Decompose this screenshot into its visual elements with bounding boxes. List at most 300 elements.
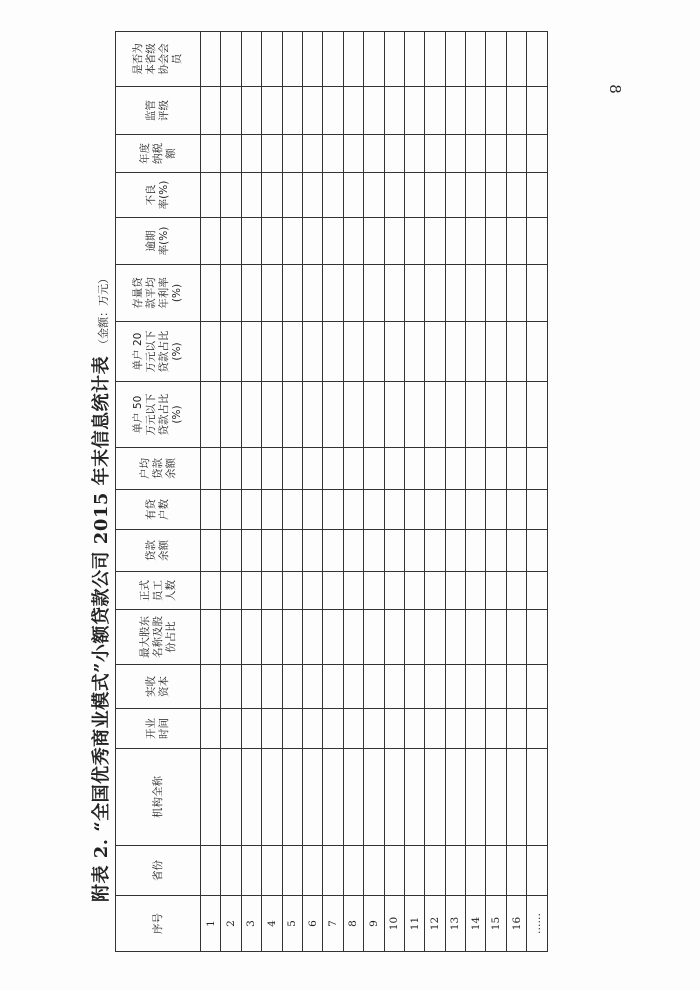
table-cell [241,173,261,218]
table-cell [445,218,465,265]
column-header [116,749,201,846]
row-number-cell: 5 [282,896,302,952]
column-header [116,572,201,610]
table-cell [262,322,282,382]
table-cell [262,709,282,749]
column-header-label: 逾期 率(%) [145,226,170,256]
table-cell [486,173,506,218]
table-cell [506,572,526,610]
table-cell [323,572,343,610]
table-cell [425,322,445,382]
table-cell [221,87,241,135]
table-row [201,32,221,952]
table-cell [201,382,221,448]
table-cell [343,530,363,572]
table-row [282,32,302,952]
table-cell [241,572,261,610]
table-cell [201,665,221,709]
table-cell [323,846,343,896]
table-cell [323,32,343,87]
table-cell [262,846,282,896]
column-header [116,530,201,572]
table-cell [527,490,547,530]
table-cell [506,530,526,572]
table-cell [506,749,526,846]
table-cell [221,665,241,709]
table-cell [323,709,343,749]
table-cell [364,218,384,265]
statistics-table [115,31,548,952]
table-cell [486,846,506,896]
table-cell [262,173,282,218]
column-header [116,610,201,665]
table-cell [343,135,363,173]
table-cell [343,382,363,448]
table-cell [404,382,424,448]
table-cell [384,749,404,846]
table-cell [282,265,302,322]
table-cell [262,490,282,530]
table-cell [221,610,241,665]
table-cell [241,530,261,572]
table-cell [221,490,241,530]
table-cell [404,173,424,218]
table-cell [201,610,221,665]
table-cell [302,610,322,665]
table-cell [302,87,322,135]
table-cell [221,322,241,382]
row-number-cell: 10 [384,896,404,952]
table-cell [262,87,282,135]
table-cell [302,749,322,846]
table-cell [445,87,465,135]
table-cell [221,448,241,490]
table-cell [425,173,445,218]
row-number-cell: 9 [364,896,384,952]
column-header [116,846,201,896]
table-cell [527,322,547,382]
table-cell [343,32,363,87]
table-cell [282,87,302,135]
table-cell [404,846,424,896]
title-row [87,102,113,902]
table-cell [384,265,404,322]
table-cell [384,530,404,572]
table-cell [486,610,506,665]
table-cell [221,32,241,87]
table-cell [466,846,486,896]
table-row [425,32,445,952]
table-cell [506,265,526,322]
column-header-label: 单户 20 万元以下 贷款占比 (%) [132,330,183,373]
table-cell [404,530,424,572]
table-cell [466,490,486,530]
table-cell [486,490,506,530]
column-header [116,665,201,709]
table-cell [221,572,241,610]
table-cell [323,382,343,448]
table-cell [364,135,384,173]
table-row [221,32,241,952]
table-cell [343,448,363,490]
table-cell [201,322,221,382]
table-cell [343,572,363,610]
row-number-cell: 13 [445,896,465,952]
row-number-cell: 4 [262,896,282,952]
column-header [116,896,201,952]
table-cell [302,135,322,173]
row-number-cell: 3 [241,896,261,952]
table-cell [425,87,445,135]
table-cell [364,665,384,709]
table-cell [466,749,486,846]
table-cell [282,448,302,490]
table-cell [527,665,547,709]
table-cell [364,709,384,749]
column-header [116,265,201,322]
table-cell [445,265,465,322]
table-cell [241,709,261,749]
table-cell [201,709,221,749]
table-cell [343,265,363,322]
table-cell [384,173,404,218]
table-cell [364,530,384,572]
table-cell [282,490,302,530]
table-cell [486,218,506,265]
table-cell [404,448,424,490]
table-row [241,32,261,952]
table-cell [466,32,486,87]
table-cell [404,265,424,322]
table-cell [486,709,506,749]
table-cell [262,530,282,572]
table-cell [262,32,282,87]
table-cell [302,265,322,322]
row-number-cell: 2 [221,896,241,952]
column-header-label: 机构全称 [151,776,164,818]
table-cell [343,173,363,218]
column-header [116,135,201,173]
table-cell [466,709,486,749]
table-cell [241,749,261,846]
header-row [116,32,201,952]
table-cell [527,530,547,572]
table-cell [364,490,384,530]
table-cell [282,322,302,382]
table-cell [506,218,526,265]
table-cell [364,610,384,665]
table-cell [364,32,384,87]
table-row [486,32,506,952]
table-cell [343,490,363,530]
table-cell [364,382,384,448]
table-cell [506,846,526,896]
table-cell [282,173,302,218]
table-cell [506,610,526,665]
table-cell [323,87,343,135]
column-header [116,709,201,749]
table-cell [262,448,282,490]
table-row [445,32,465,952]
table-cell [425,265,445,322]
table-cell [241,265,261,322]
column-header [116,490,201,530]
table-cell [445,572,465,610]
table-cell [486,448,506,490]
unit-note: （金额：万元） [97,272,110,350]
table-cell [364,572,384,610]
table-cell [425,218,445,265]
table-cell [506,382,526,448]
table-cell [445,173,465,218]
column-header [116,32,201,87]
table-cell [384,572,404,610]
table-cell [404,218,424,265]
column-header-label: 省份 [151,860,164,881]
column-header [116,382,201,448]
row-number-cell: 1 [201,896,221,952]
table-cell [282,749,302,846]
table-cell [262,382,282,448]
table-cell [384,322,404,382]
table-cell [221,265,241,322]
table-cell [527,135,547,173]
table-cell [262,610,282,665]
table-cell [486,382,506,448]
table-cell [506,32,526,87]
table-cell [404,610,424,665]
table-cell [302,530,322,572]
table-cell [282,709,302,749]
table-cell [486,265,506,322]
table-cell [527,265,547,322]
table-cell [343,218,363,265]
table-cell [221,135,241,173]
table-cell [404,572,424,610]
table-cell [425,490,445,530]
table-cell [323,218,343,265]
column-header-label: 实收 资本 [145,676,170,697]
table-cell [425,749,445,846]
table-cell [404,665,424,709]
table-cell [466,665,486,709]
table-cell [323,665,343,709]
table-cell [323,135,343,173]
table-cell [302,572,322,610]
column-header-label: 开业 时间 [145,718,170,739]
table-cell [445,32,465,87]
table-cell [302,173,322,218]
table-cell [466,265,486,322]
table-cell [384,382,404,448]
table-cell [364,322,384,382]
table-cell [201,173,221,218]
column-header-label: 序号 [151,913,164,934]
table-cell [364,448,384,490]
table-cell [201,265,221,322]
row-number-cell: 16 [506,896,526,952]
column-header [116,173,201,218]
table-cell [364,87,384,135]
table-cell [404,32,424,87]
table-cell [343,846,363,896]
table-cell [384,87,404,135]
table-row [343,32,363,952]
column-header-label: 单户 50 万元以下 贷款占比 (%) [132,393,183,436]
table-cell [527,749,547,846]
table-cell [527,87,547,135]
table-cell [201,32,221,87]
table-cell [201,490,221,530]
table-cell [262,665,282,709]
table-row [364,32,384,952]
table-cell [302,490,322,530]
column-header-label: 监管 评级 [145,100,170,121]
table-cell [323,448,343,490]
table-cell [445,135,465,173]
table-cell [241,218,261,265]
table-cell [343,749,363,846]
table-cell [221,173,241,218]
table-row [506,32,526,952]
table-cell [527,448,547,490]
column-header [116,322,201,382]
table-cell [404,135,424,173]
table-cell [323,490,343,530]
table-cell [527,382,547,448]
table-cell [241,322,261,382]
table-cell [282,665,302,709]
table-cell [466,530,486,572]
table-cell [364,846,384,896]
table-cell [384,709,404,749]
column-header [116,448,201,490]
table-cell [241,135,261,173]
row-number-cell: 11 [404,896,424,952]
table-cell [323,530,343,572]
table-cell [302,322,322,382]
table-cell [282,530,302,572]
table-cell [466,218,486,265]
table-cell [486,749,506,846]
table-cell [221,530,241,572]
table-cell [221,218,241,265]
table-cell [241,382,261,448]
table-cell [506,448,526,490]
table-row [262,32,282,952]
table-cell [486,87,506,135]
row-number-cell: 7 [323,896,343,952]
table-cell [384,610,404,665]
table-cell [445,665,465,709]
table-cell [506,87,526,135]
table-cell [201,448,221,490]
table-cell [445,322,465,382]
table-cell [506,173,526,218]
table-cell [425,665,445,709]
table-cell [241,846,261,896]
table-title: 附表 2. “全国优秀商业模式”小额贷款公司 2015 年末信息统计表 [91,355,112,902]
table-cell [486,135,506,173]
table-cell [445,530,465,572]
table-cell [282,32,302,87]
column-header-label: 正式 员工 人数 [138,580,177,601]
table-cell [201,749,221,846]
row-number-cell: 12 [425,896,445,952]
table-cell [364,173,384,218]
table-cell [241,32,261,87]
table-cell [282,610,302,665]
page-number: 8 [605,84,624,94]
table-cell [343,665,363,709]
table-cell [262,218,282,265]
table-cell [506,135,526,173]
table-cell [302,846,322,896]
table-cell [425,572,445,610]
table-cell [466,448,486,490]
table-cell [343,610,363,665]
table-cell [262,135,282,173]
table-cell [364,265,384,322]
table-cell [262,265,282,322]
table-row [527,32,547,952]
table-cell [506,322,526,382]
rotated-page [85,43,700,952]
column-header-label: 最大股东 名称及股 份占比 [138,616,177,658]
table-cell [282,218,302,265]
table-cell [201,572,221,610]
table-cell [384,135,404,173]
table-cell [506,490,526,530]
row-number-cell: 6 [302,896,322,952]
table-row [384,32,404,952]
table-cell [282,846,302,896]
table-cell [445,846,465,896]
column-header-label: 有贷 户数 [145,499,170,520]
table-row [323,32,343,952]
table-cell [384,218,404,265]
table-cell [445,709,465,749]
table-cell [486,530,506,572]
table-cell [404,490,424,530]
table-cell [343,709,363,749]
table-cell [384,490,404,530]
table-cell [425,709,445,749]
table-cell [527,218,547,265]
table-cell [527,32,547,87]
row-number-cell: 8 [343,896,363,952]
table-cell [527,572,547,610]
table-cell [201,530,221,572]
table-cell [302,709,322,749]
table-cell [527,610,547,665]
row-number-cell: 15 [486,896,506,952]
table-cell [384,32,404,87]
table-cell [262,572,282,610]
table-cell [384,448,404,490]
table-cell [282,382,302,448]
column-header-label: 是否为 本省级 协会会 员 [132,43,183,75]
table-cell [302,32,322,87]
table-cell [241,665,261,709]
table-cell [425,382,445,448]
table-cell [486,32,506,87]
table-cell [241,87,261,135]
table-cell [425,32,445,87]
table-cell [343,87,363,135]
table-cell [404,322,424,382]
table-cell [486,665,506,709]
